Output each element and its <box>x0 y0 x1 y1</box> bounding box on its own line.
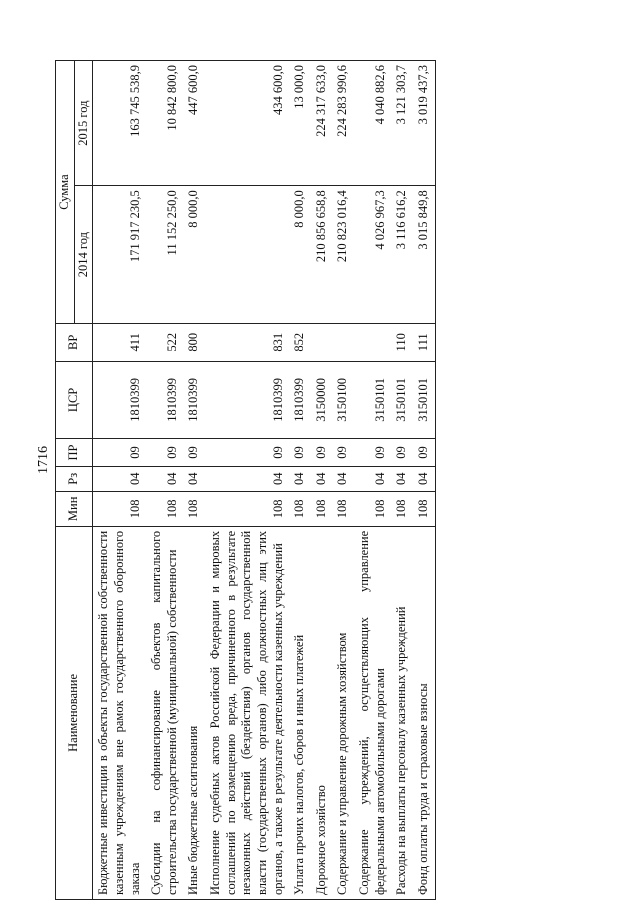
cell-2015: 434 600,0 <box>205 61 289 186</box>
cell-name: Уплата прочих налогов, сборов и иных платежей <box>289 526 311 899</box>
cell-vr <box>311 324 333 362</box>
cell-name: Содержание учреждений, осуществляющих управление федеральными автомобильными дорогами <box>354 526 391 899</box>
table-row <box>183 61 205 900</box>
header-rz: Рз <box>56 466 93 491</box>
cell-rz: 04 <box>413 466 435 491</box>
table-row <box>332 61 354 900</box>
cell-min: 108 <box>354 491 391 526</box>
cell-2014: 8 000,0 <box>183 186 205 324</box>
table-row <box>289 61 311 900</box>
cell-pr: 09 <box>146 439 183 467</box>
cell-2015: 3 121 303,7 <box>391 61 413 186</box>
cell-min: 108 <box>311 491 333 526</box>
table-row <box>413 61 435 900</box>
cell-2015: 447 600,0 <box>183 61 205 186</box>
cell-min: 108 <box>391 491 413 526</box>
cell-2014: 11 152 250,0 <box>146 186 183 324</box>
cell-csr: 3150000 <box>311 361 333 439</box>
cell-min: 108 <box>413 491 435 526</box>
cell-csr: 1810399 <box>183 361 205 439</box>
cell-vr: 852 <box>289 324 311 362</box>
header-sum-group: Сумма <box>56 61 75 324</box>
cell-2015: 163 745 538,9 <box>93 61 146 186</box>
cell-2014: 3 116 616,2 <box>391 186 413 324</box>
cell-name: Дорожное хозяйство <box>311 526 333 899</box>
header-vr: ВР <box>56 324 93 362</box>
cell-vr: 411 <box>93 324 146 362</box>
cell-2014 <box>205 186 289 324</box>
cell-name: Бюджетные инвестиции в объекты государственной собственности казенным учреждениям вне рамок государственного оборонного заказа <box>93 526 146 899</box>
cell-min: 108 <box>289 491 311 526</box>
budget-table <box>55 60 436 900</box>
cell-csr: 1810399 <box>205 361 289 439</box>
cell-csr: 3150100 <box>332 361 354 439</box>
cell-vr: 831 <box>205 324 289 362</box>
cell-min: 108 <box>146 491 183 526</box>
cell-csr: 3150101 <box>391 361 413 439</box>
cell-csr: 1810399 <box>146 361 183 439</box>
cell-rz: 04 <box>332 466 354 491</box>
cell-rz: 04 <box>183 466 205 491</box>
table-row <box>354 61 391 900</box>
cell-name: Фонд оплаты труда и страховые взносы <box>413 526 435 899</box>
cell-2015: 224 317 633,0 <box>311 61 333 186</box>
cell-pr: 09 <box>332 439 354 467</box>
cell-2015: 4 040 882,6 <box>354 61 391 186</box>
cell-2014: 4 026 967,3 <box>354 186 391 324</box>
cell-min: 108 <box>332 491 354 526</box>
cell-rz: 04 <box>146 466 183 491</box>
cell-pr: 09 <box>413 439 435 467</box>
cell-pr: 09 <box>93 439 146 467</box>
cell-rz: 04 <box>354 466 391 491</box>
rotated-table-container <box>55 60 595 900</box>
cell-vr: 110 <box>391 324 413 362</box>
cell-vr <box>332 324 354 362</box>
cell-vr: 111 <box>413 324 435 362</box>
table-row <box>205 61 289 900</box>
cell-rz: 04 <box>289 466 311 491</box>
cell-rz: 04 <box>391 466 413 491</box>
table-row <box>311 61 333 900</box>
cell-name: Расходы на выплаты персоналу казенных учреждений <box>391 526 413 899</box>
header-csr: ЦСР <box>56 361 93 439</box>
cell-min: 108 <box>205 491 289 526</box>
cell-pr: 09 <box>183 439 205 467</box>
cell-name: Содержание и управление дорожным хозяйством <box>332 526 354 899</box>
cell-rz: 04 <box>311 466 333 491</box>
cell-rz: 04 <box>93 466 146 491</box>
cell-2014: 8 000,0 <box>289 186 311 324</box>
cell-csr: 1810399 <box>289 361 311 439</box>
cell-name: Исполнение судебных актов Российской Федерации и мировых соглашений по возмещению вреда, причиненного в результате незаконных действий (бездействия) органов государственной власти (государственных органов) либо должностных лиц этих органов, а также в результате деятельности казенных учреждений <box>205 526 289 899</box>
cell-min: 108 <box>93 491 146 526</box>
cell-2015: 10 842 800,0 <box>146 61 183 186</box>
cell-name: Иные бюджетные ассигнования <box>183 526 205 899</box>
cell-pr: 09 <box>311 439 333 467</box>
header-2014: 2014 год <box>74 186 93 324</box>
header-name: Наименование <box>56 526 93 899</box>
cell-2015: 224 283 990,6 <box>332 61 354 186</box>
cell-pr: 09 <box>391 439 413 467</box>
cell-2015: 13 000,0 <box>289 61 311 186</box>
cell-vr: 800 <box>183 324 205 362</box>
table-row <box>391 61 413 900</box>
cell-pr: 09 <box>205 439 289 467</box>
cell-2014: 171 917 230,5 <box>93 186 146 324</box>
cell-csr: 3150101 <box>413 361 435 439</box>
cell-vr <box>354 324 391 362</box>
table-row <box>93 61 146 900</box>
cell-2014: 210 856 658,8 <box>311 186 333 324</box>
cell-min: 108 <box>183 491 205 526</box>
cell-vr: 522 <box>146 324 183 362</box>
header-pr: ПР <box>56 439 93 467</box>
header-2015: 2015 год <box>74 61 93 186</box>
cell-2014: 210 823 016,4 <box>332 186 354 324</box>
cell-pr: 09 <box>354 439 391 467</box>
cell-csr: 3150101 <box>354 361 391 439</box>
cell-name: Субсидии на софинансирование объектов капитального строительства государственной (муниципальной) собственности <box>146 526 183 899</box>
header-min: Мин <box>56 491 93 526</box>
cell-2015: 3 019 437,3 <box>413 61 435 186</box>
cell-rz: 04 <box>205 466 289 491</box>
cell-pr: 09 <box>289 439 311 467</box>
page-number: 1716 <box>36 446 51 474</box>
table-row <box>146 61 183 900</box>
cell-2014: 3 015 849,8 <box>413 186 435 324</box>
cell-csr: 1810399 <box>93 361 146 439</box>
header-row-1 <box>56 61 75 900</box>
